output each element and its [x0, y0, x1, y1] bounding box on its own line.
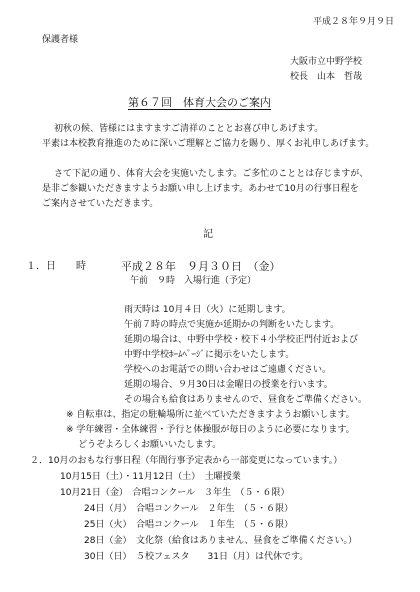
- remark-line: ※ 自転車は、指定の駐輪場所に並べていただきますようお願いします。: [66, 410, 355, 420]
- note-line: 中野中学校ﾎｰﾑﾍﾟｰｼﾞに掲示をいたします。: [124, 350, 295, 360]
- recipient: 保護者様: [42, 35, 79, 45]
- section2-label: ２．10月のおもな行事日程（年間行事予定表から一部変更になっています。）: [30, 456, 343, 466]
- note-line: 学校へのお電話での問い合わせはご遠慮ください。: [124, 365, 332, 375]
- note-line: 午前７時の時点で実施か延期かの判断をいたします。: [124, 320, 340, 330]
- event-row: 28日（金） 文化祭（給食はありません、昼食をご準備ください。）: [84, 536, 357, 546]
- school-name: 大阪市立中野学校: [290, 57, 363, 67]
- event-row: 10月15日（土）・11月12日（土） 土曜授業: [60, 472, 241, 482]
- principal-name: 校長 山本 哲哉: [290, 72, 363, 82]
- document-date: 平成２８年９月９日: [312, 17, 394, 27]
- note-line: 延期の場合は、中野中学校・校下４小学校正門付近および: [124, 335, 359, 345]
- event-row: 24日（月） 合唱コンクール ２年生 （５・６限）: [84, 504, 294, 514]
- note-line: 延期の場合、９月30日は金曜日の授業を行います。: [124, 380, 333, 390]
- event-time: 午前 ９時 入場行進（予定）: [130, 276, 257, 286]
- event-row: 10月21日（金） 合唱コンクール ３年生 （５・６限）: [60, 488, 290, 498]
- intro-line: ご案内させていただきます。: [42, 199, 159, 209]
- intro-line: 初秋の候、皆様にはますますご清祥のこととお喜び申しあげます。: [54, 124, 324, 134]
- intro-line: 平素は本校教育推進のために深いご理解とご協力を賜り、厚くお礼申しあげます。: [42, 139, 375, 149]
- remark-line: ※ 学年練習・全体練習・予行と体操服が毎日のように必要になります。: [66, 425, 355, 435]
- event-row: 30日（日） ５校フェスタ 31日（月）は代休です。: [84, 552, 309, 562]
- note-line: その場合も給食はありませんので、昼食をご準備ください。: [124, 395, 367, 405]
- document-title: 第６７回 体育大会のご案内: [128, 96, 271, 109]
- event-row: 25日（火） 合唱コンクール １年生 （５・６限）: [84, 520, 294, 530]
- intro-line: さて下記の通り、体育大会を実施いたします。ご多忙のこととは存じますが、: [54, 169, 369, 179]
- note-line: 雨天時は 10月４日（火）に延期します。: [124, 305, 291, 315]
- section1-label: １．日 時: [26, 261, 86, 272]
- event-date: 平成２８年 ９月３０日 （金）: [121, 260, 281, 273]
- remark-line: どうぞよろしくお願いいたします。: [78, 440, 222, 450]
- intro-line: 是非ご参観いただきますようお願い申し上げます。あわせて10月の行事日程を: [42, 184, 359, 194]
- ki-marker: 記: [203, 229, 213, 240]
